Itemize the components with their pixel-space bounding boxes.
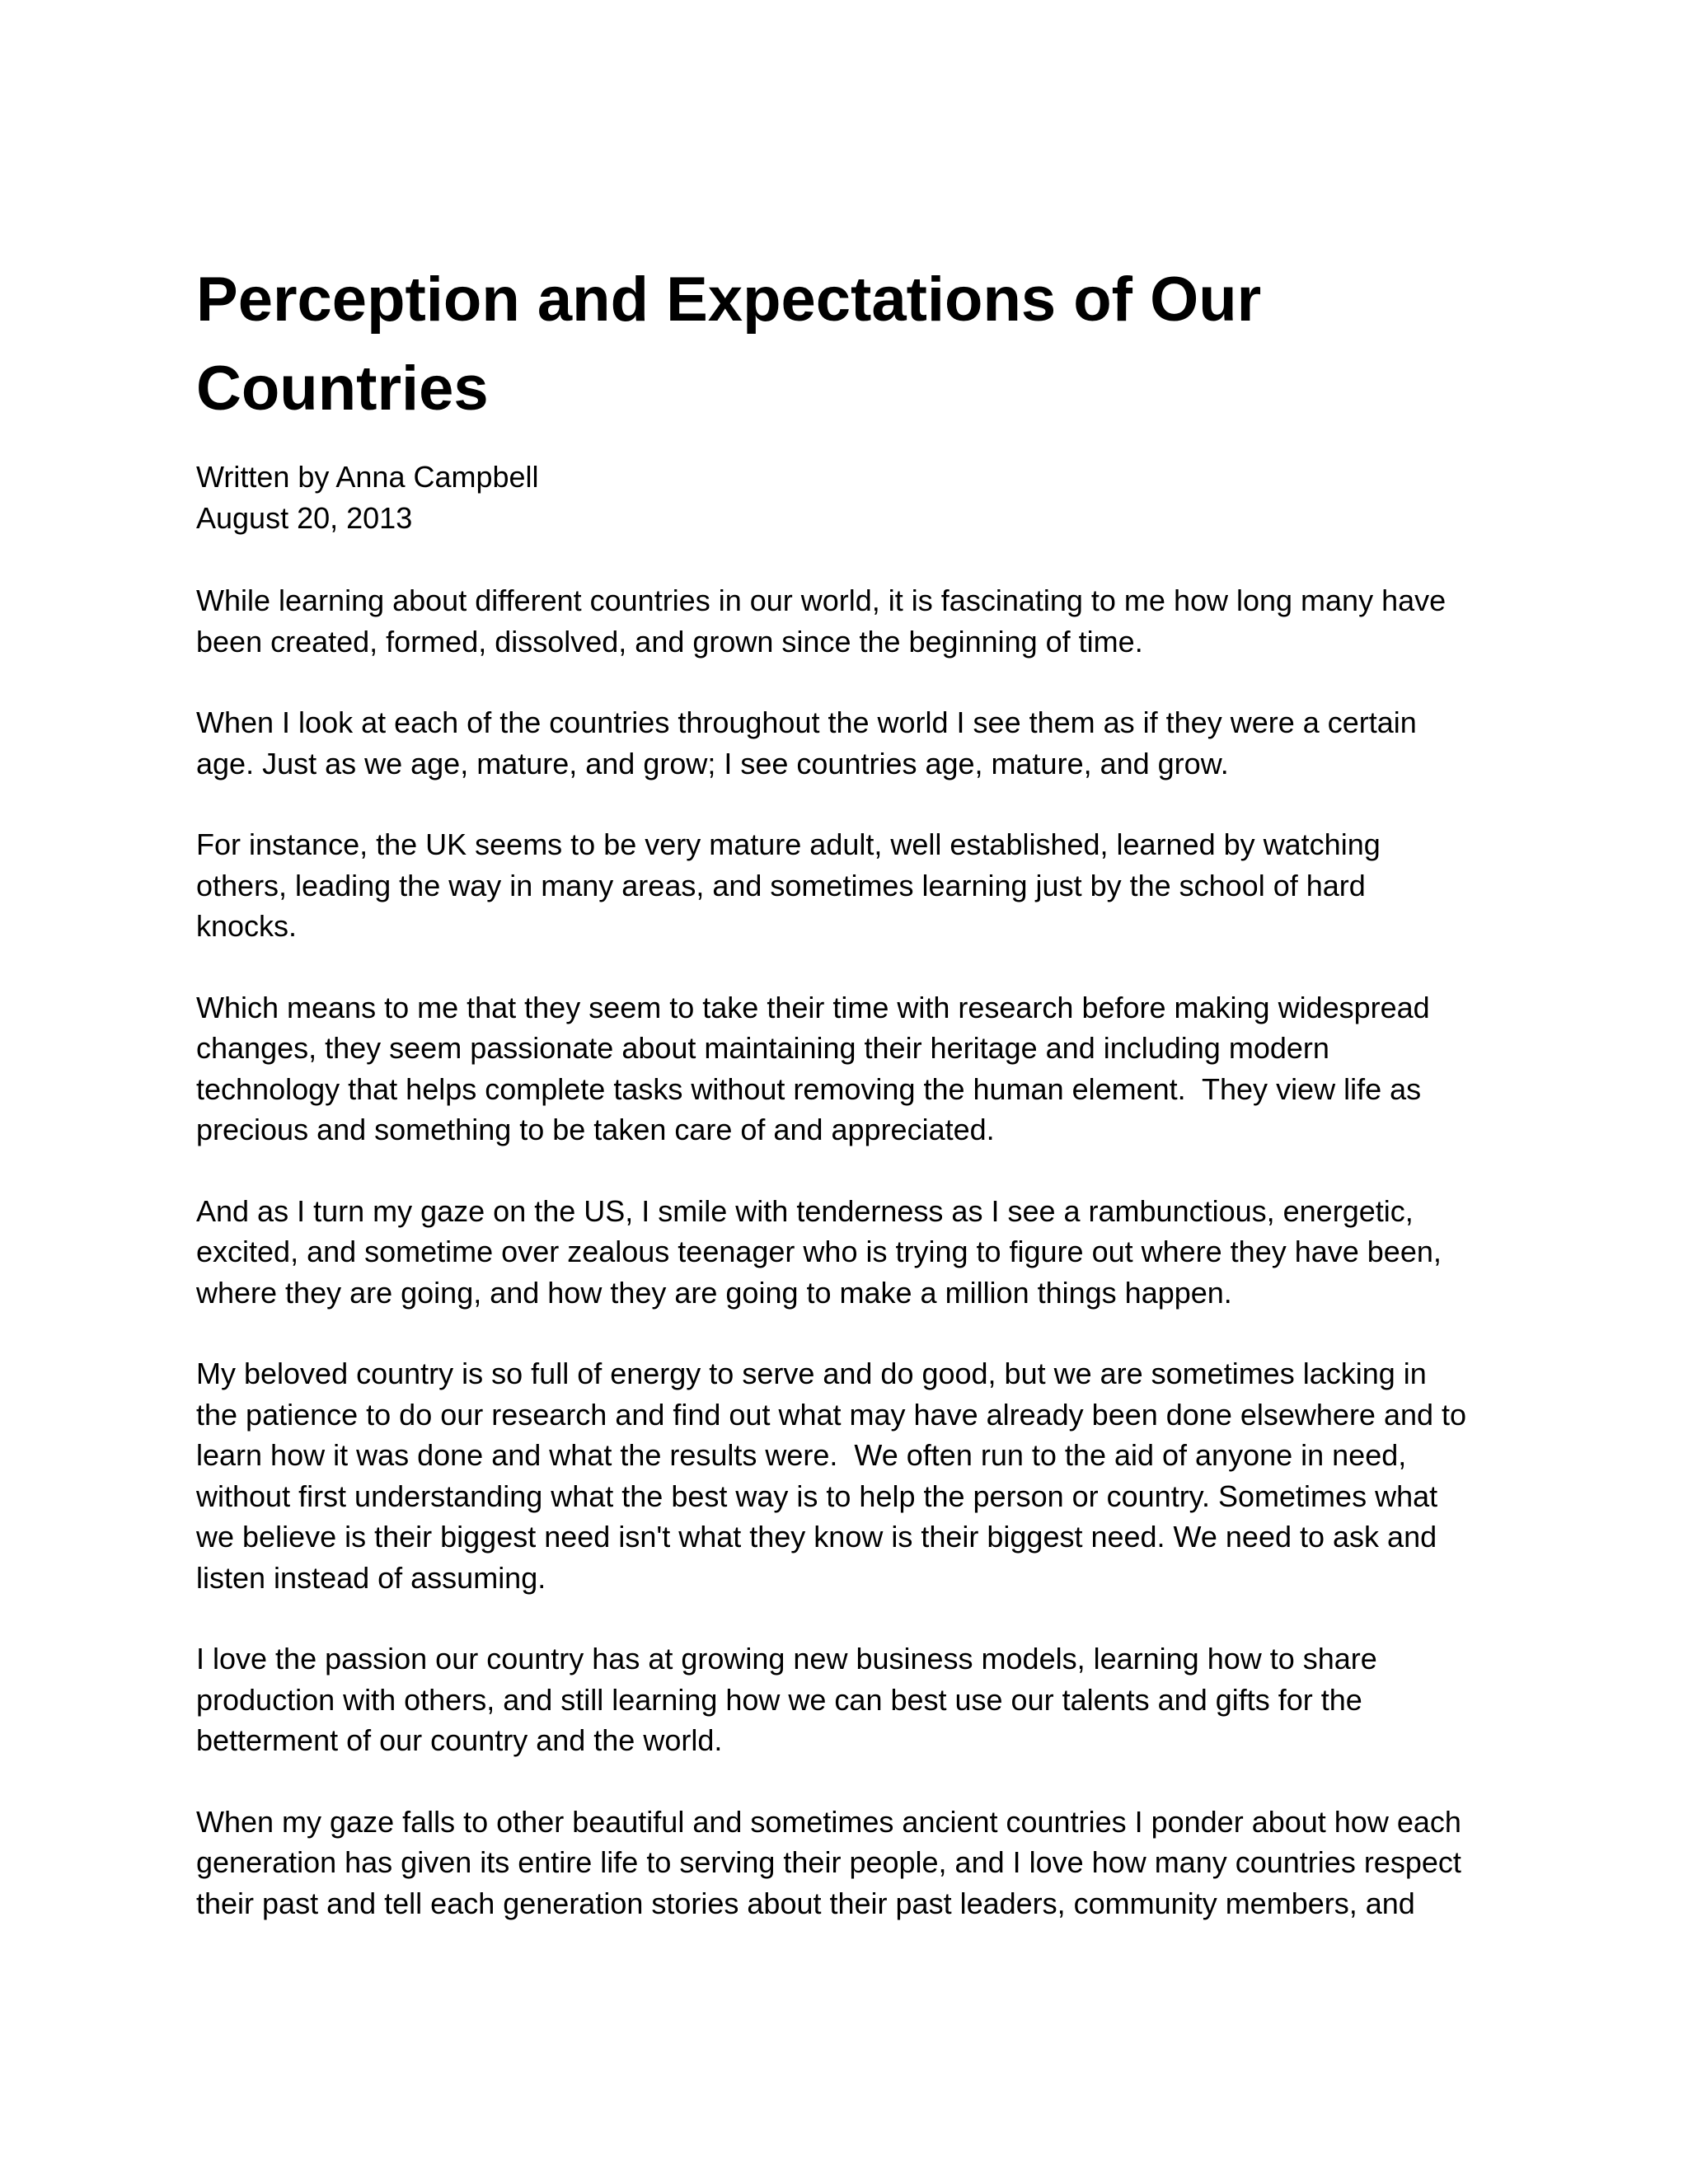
paragraph-line: their past and tell each generation stories about their past leaders, community members, and <box>196 1886 1415 1920</box>
paragraph-line: generation has given its entire life to serving their people, and I love how many countries respect <box>196 1845 1461 1879</box>
document-meta <box>196 457 1515 539</box>
byline: Written by Anna Campbell <box>196 460 539 494</box>
paragraph-line: been created, formed, dissolved, and grown since the beginning of time. <box>196 624 1143 658</box>
paragraph-line: betterment of our country and the world. <box>196 1723 723 1757</box>
paragraph-line: When my gaze falls to other beautiful and sometimes ancient countries I ponder about how each <box>196 1804 1461 1839</box>
paragraph-line: I love the passion our country has at growing new business models, learning how to share <box>196 1642 1377 1675</box>
paragraph-line: where they are going, and how they are going to make a million things happen. <box>196 1275 1232 1310</box>
paragraph-line: changes, they seem passionate about maintaining their heritage and including modern <box>196 1031 1329 1065</box>
paragraph <box>196 580 1515 662</box>
publish-date: August 20, 2013 <box>196 501 413 535</box>
paragraph-line: production with others, and still learning how we can best use our talents and gifts for the <box>196 1682 1362 1717</box>
paragraph-line: technology that helps complete tasks without removing the human element. They view life as <box>196 1071 1422 1106</box>
paragraph-line: My beloved country is so full of energy to serve and do good, but we are sometimes lacking in <box>196 1357 1427 1390</box>
paragraph-line: While learning about different countries in our world, it is fascinating to me how long many have <box>196 583 1447 617</box>
title-line: Countries <box>196 354 489 424</box>
paragraph-line: listen instead of assuming. <box>196 1560 546 1595</box>
paragraph-line: When I look at each of the countries throughout the world I see them as if they were a certain <box>196 705 1417 739</box>
paragraph <box>196 824 1515 947</box>
document-body <box>196 580 1515 1924</box>
document-title <box>196 255 1515 434</box>
paragraph-line: Which means to me that they seem to take their time with research before making widespread <box>196 990 1430 1024</box>
paragraph-line: age. Just as we age, mature, and grow; I see countries age, mature, and grow. <box>196 746 1229 780</box>
paragraph <box>196 987 1515 1151</box>
paragraph-line: others, leading the way in many areas, and sometimes learning just by the school of hard <box>196 868 1366 902</box>
paragraph <box>196 702 1515 784</box>
paragraph-line: And as I turn my gaze on the US, I smile with tenderness as I see a rambunctious, energetic, <box>196 1193 1414 1228</box>
title-line: Perception and Expectations of Our <box>196 265 1262 335</box>
paragraph-line: learn how it was done and what the results were. We often run to the aid of anyone in need, <box>196 1438 1407 1472</box>
paragraph-line: For instance, the UK seems to be very mature adult, well established, learned by watching <box>196 827 1381 861</box>
paragraph-line: we believe is their biggest need isn't what they know is their biggest need. We need to ask and <box>196 1520 1437 1554</box>
paragraph-line: knocks. <box>196 909 298 943</box>
document-page <box>196 255 1515 1964</box>
paragraph-line: excited, and sometime over zealous teenager who is trying to figure out where they have been, <box>196 1235 1442 1268</box>
paragraph <box>196 1353 1515 1598</box>
paragraph <box>196 1638 1515 1761</box>
paragraph-line: precious and something to be taken care of and appreciated. <box>196 1113 995 1146</box>
paragraph <box>196 1191 1515 1314</box>
paragraph-line: without first understanding what the best way is to help the person or country. Sometimes what <box>196 1479 1438 1513</box>
paragraph-line: the patience to do our research and find out what may have already been done elsewhere and to <box>196 1397 1467 1432</box>
paragraph <box>196 1802 1515 1924</box>
